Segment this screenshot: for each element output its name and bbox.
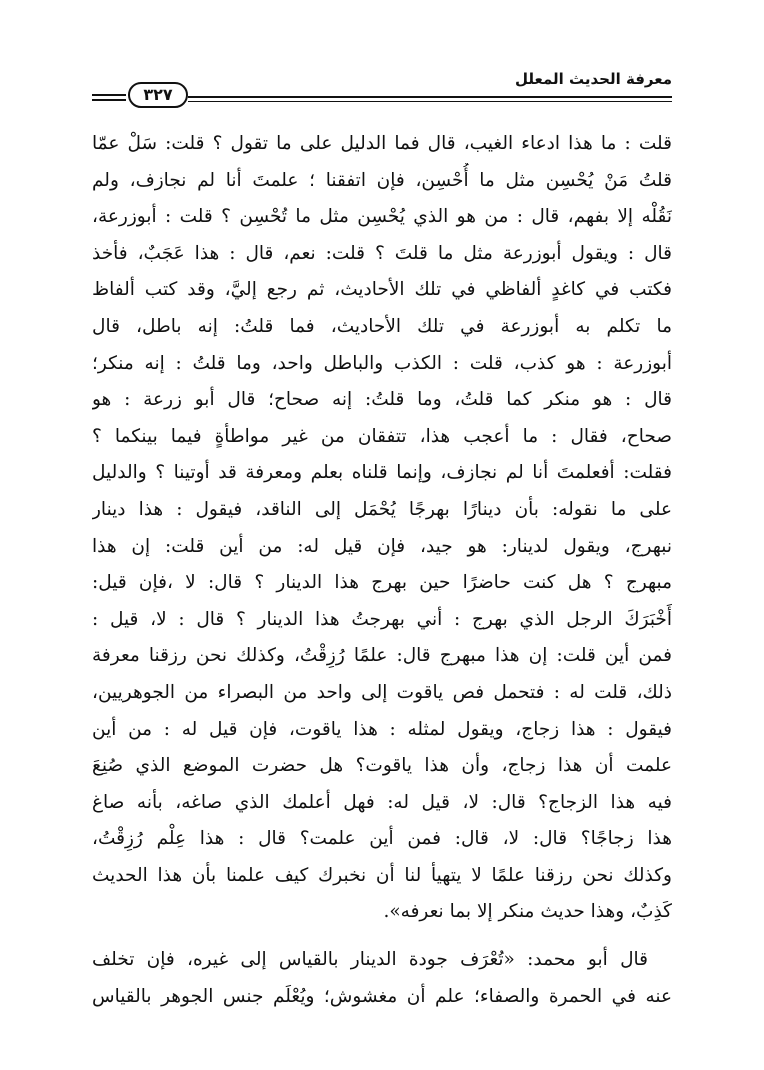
- text-line: ذلك، قلت له : فتحمل فص ياقوت إلى واحد من البصراء من الجوهريين،: [92, 681, 672, 703]
- text-line: علمت أن هذا زجاج، وأن هذا ياقوت؟ هل حضرت الموضع الذي صُنِعَ: [92, 755, 672, 777]
- text-line: أبوزرعة : هو كذب، قلت : الكذب والباطل واحد، وما قلتُ : إنه منكر؛: [92, 352, 672, 374]
- text-line: مبهرج ؟ هل كنت حاضرًا حين بهرج هذا الدينار ؟ قال: لا ،فإن قيل:: [92, 572, 672, 594]
- text-line: على ما نقوله: بأن دينارًا بهرجًا يُحْمَل إلى الناقد، فيقول : هذا دينار: [92, 498, 672, 520]
- text-line: نبهرج، ويقول لدينار: هو جيد، فإن قيل له: من أين قلت: إن هذا: [92, 535, 672, 557]
- text-line: قال : ويقول أبوزرعة مثل ما قلتَ ؟ قلت: نعم، قال : هذا عَجَبٌ، فأخذ: [92, 242, 672, 264]
- text-line: أَخْبَرَكَ الرجل الذي بهرج : أني بهرجتُ هذا الدينار ؟ قال : لا، قيل :: [92, 608, 672, 630]
- text-line: قلت : ما هذا ادعاء الغيب، قال فما الدليل على ما تقول ؟ قلت: سَلْ عمّا: [92, 133, 672, 154]
- header-ornament-rule: [92, 99, 126, 101]
- body-text: [92, 126, 672, 1015]
- text-line: فيه هذا الزجاج؟ قال: لا، قيل له: فهل أعلمك الذي صاغه، بأنه صاغ: [92, 791, 672, 813]
- text-line: فيقول : هذا زجاج، ويقول لمثله : هذا ياقوت، فإن قيل له : من أين: [92, 718, 672, 740]
- text-line: قال أبو محمد: «تُعْرَف جودة الدينار بالقياس إلى غيره، فإن تخلف: [92, 949, 648, 971]
- text-line: صحاح، فقال : ما أعجب هذا، تتفقان من غير مواطأةٍ فيما بينكما ؟: [92, 425, 672, 447]
- text-line: قال : هو منكر كما قلتُ، وما قلتُ: إنه صحاح؛ قال أبو زرعة : هو: [92, 389, 672, 411]
- page-number: ٣٢٧: [128, 82, 188, 108]
- text-line: نَقُلْه إلا بفهم، قال : من هو الذي يُحْسِن مثل ما تُحْسِن ؟ قلت : أبوزرعة،: [92, 206, 672, 228]
- page-header: [92, 64, 672, 110]
- text-line: عنه في الحمرة والصفاء؛ علم أن مغشوش؛ ويُعْلَم جنس الجوهر بالقياس: [92, 985, 672, 1007]
- text-line: فقلت: أفعلمتَ أنا لم نجازف، وإنما قلناه بعلم ومعرفة قد أوتينا ؟ والدليل: [92, 462, 672, 484]
- header-rule-thin: [188, 101, 672, 102]
- text-line: فمن أين قلت: إن هذا مبهرج قال: علمًا رُزِقْتُ، وكذلك نحن رزقنا معرفة: [92, 645, 672, 667]
- header-rule: [188, 96, 672, 98]
- text-line: فكتب في كاغدٍ ألفاظي في تلك الأحاديث، ثم رجع إليَّ، وقد كتب ألفاظ: [92, 279, 672, 301]
- paragraph: [92, 126, 672, 931]
- paragraph: [92, 942, 672, 1015]
- text-line: هذا زجاجًا؟ قال: لا، قال: فمن أين علمت؟ قال : هذا عِلْم رُزِقْتُ،: [92, 828, 672, 850]
- text-line: قلتُ مَنْ يُحْسِن مثل ما أُحْسِن، فإن اتفقنا ؛ علمتَ أنا لم نجازف، ولم: [92, 169, 672, 191]
- running-title: معرفة الحديث المعلل: [514, 70, 672, 88]
- header-ornament-rule: [92, 94, 126, 96]
- text-line: ما تكلم به أبوزرعة في تلك الأحاديث، فما قلتُ: إنه باطل، قال: [92, 315, 672, 337]
- text-line: وكذلك نحن رزقنا علمًا لا يتهيأ لنا أن نخبرك كيف علمنا بأن هذا الحديث: [92, 864, 672, 886]
- paragraph-gap: [92, 931, 672, 942]
- text-line: كَذِبٌ، وهذا حديث منكر إلا بما نعرفه».: [383, 901, 672, 923]
